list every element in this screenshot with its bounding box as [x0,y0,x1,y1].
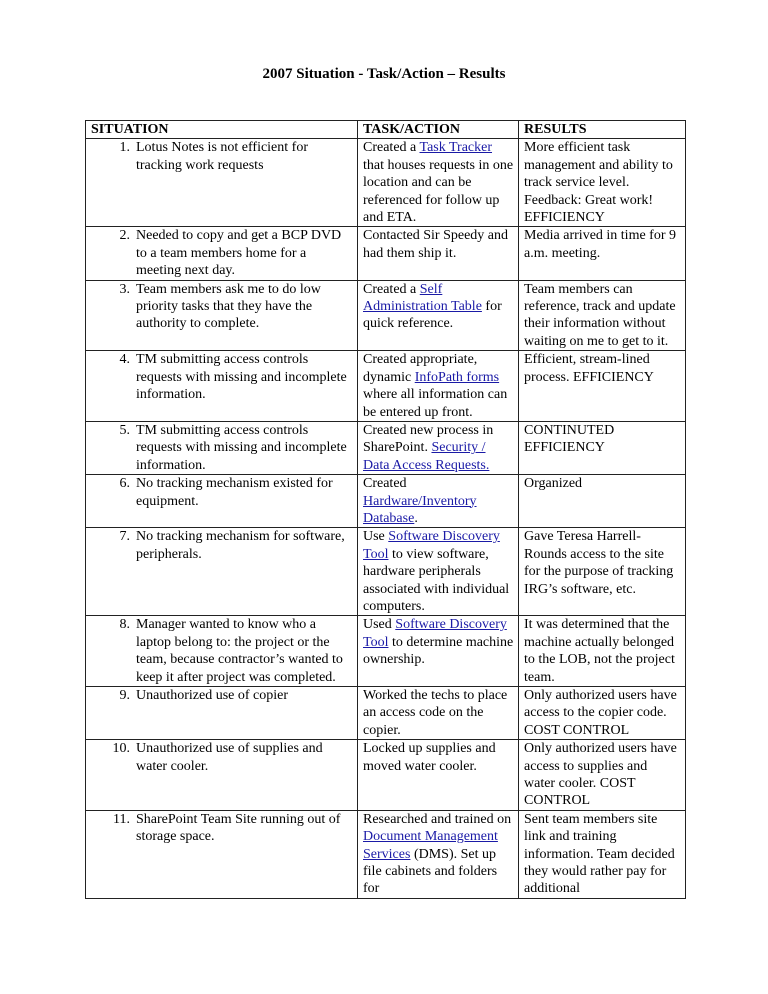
situation-text: Needed to copy and get a BCP DVD to a team members home for a meeting next day. [136,228,342,279]
situation-text: Unauthorized use of supplies and water cooler. [136,741,323,774]
row-number: 1. [119,140,130,156]
table-row [86,810,686,898]
task-text: Use [363,529,389,545]
task-text: Created a [363,281,420,297]
situation-text: Team members ask me to do low priority tasks that they have the authority to complete. [136,281,321,332]
row-number: 6. [119,476,130,492]
table-row [86,139,686,227]
row-number: 7. [119,529,130,545]
task-text: Contacted Sir Speedy and had them ship it. [363,228,509,261]
situation-cell [86,227,358,280]
task-text: that houses requests in one location and can be referenced for follow up and ETA. [363,157,514,226]
results-cell: CONTINUTED EFFICIENCY [519,421,686,474]
task-link[interactable]: Software Discovery Tool [363,617,507,650]
results-cell: Organized [519,475,686,528]
results-cell: More efficient task management and ability to track service level. Feedback: Great work! EFFICIENCY [519,139,686,227]
task-text: Used [363,617,396,633]
task-text: . [414,510,418,526]
situation-cell [86,687,358,740]
situation-text: Lotus Notes is not efficient for tracking work requests [136,140,308,173]
task-action-cell [358,740,519,811]
task-action-cell [358,421,519,474]
task-action-cell [358,227,519,280]
table-row [86,351,686,422]
task-action-cell [358,810,519,898]
results-cell: Gave Teresa Harrell-Rounds access to the site for the purpose of tracking IRG’s software, etc. [519,528,686,616]
results-cell: Sent team members site link and training information. Team decided they would rather pay for additional [519,810,686,898]
task-text: for quick reference. [363,299,502,332]
results-table [85,120,686,899]
task-text: where all information can be entered up front. [363,387,508,420]
situation-cell [86,421,358,474]
page-title: 2007 Situation - Task/Action – Results [262,66,506,82]
task-text: Created [363,476,407,492]
results-cell: Only authorized users have access to supplies and water cooler. COST CONTROL [519,740,686,811]
header-task-action: TASK/ACTION [358,121,519,139]
task-action-cell [358,475,519,528]
task-link[interactable]: Document Management Services [363,829,498,862]
situation-cell [86,810,358,898]
table-header-row [86,121,686,139]
row-number: 9. [119,688,130,703]
situation-cell [86,139,358,227]
task-link[interactable]: Self Administration Table [363,281,482,315]
row-number: 10. [112,741,130,757]
task-text: Created appropriate, dynamic [363,352,478,385]
task-link[interactable]: InfoPath forms [414,369,500,385]
table-row [86,687,686,740]
task-link[interactable]: Task Tracker [419,140,493,156]
row-number: 3. [119,281,130,297]
row-number: 4. [119,352,130,368]
table-row [86,528,686,616]
task-text: to determine machine ownership. [363,634,514,668]
situation-text: Unauthorized use of copier [136,688,288,703]
task-link[interactable]: Software Discovery Tool [363,529,500,562]
results-cell: Only authorized users have access to the copier code. COST CONTROL [519,687,686,740]
task-action-cell [358,351,519,422]
situation-text: TM submitting access controls requests with missing and incomplete information. [136,422,347,473]
task-link[interactable]: Security / Data Access Requests. [363,440,490,473]
situation-cell [86,528,358,616]
task-text: Worked the techs to place an access code on the copier. [363,688,508,738]
table-row [86,740,686,811]
results-cell: Efficient, stream-lined process. EFFICIENCY [519,351,686,422]
situation-text: No tracking mechanism existed for equipment. [136,476,333,509]
task-text: Locked up supplies and moved water cooler. [363,741,496,774]
situation-cell [86,740,358,811]
table-row [86,280,686,351]
row-number: 5. [119,422,130,438]
situation-text: No tracking mechanism for software, peripherals. [136,529,345,562]
situation-cell [86,616,358,687]
situation-cell [86,475,358,528]
task-action-cell [358,616,519,687]
situation-text: TM submitting access controls requests with missing and incomplete information. [136,352,347,403]
row-number: 11. [113,811,130,827]
row-number: 2. [119,228,130,244]
table-row [86,475,686,528]
table-row [86,616,686,687]
task-text: to view software, hardware peripherals associated with individual computers. [363,546,510,614]
task-text: Created new process in SharePoint. [363,422,494,456]
results-cell: It was determined that the machine actually belonged to the LOB, not the project team. [519,616,686,687]
task-action-cell [358,687,519,740]
situation-text: Manager wanted to know who a laptop belong to: the project or the team, because contractor’s wanted to keep it after project was completed. [136,617,343,685]
results-cell: Team members can reference, track and update their information without waiting on me to get to it. [519,280,686,351]
task-action-cell [358,280,519,351]
table-body [86,139,686,898]
task-link[interactable]: Hardware/Inventory Database [363,493,477,526]
task-action-cell [358,139,519,227]
task-text: Researched and trained on [363,811,512,827]
task-text: Created a [363,140,420,156]
situation-cell [86,351,358,422]
results-cell: Media arrived in time for 9 a.m. meeting. [519,227,686,280]
header-situation: SITUATION [86,121,358,139]
situation-text: SharePoint Team Site running out of storage space. [136,811,341,845]
situation-cell [86,280,358,351]
table-row [86,421,686,474]
header-results: RESULTS [519,121,686,139]
task-text: (DMS). Set up file cabinets and folders for [363,846,498,897]
task-action-cell [358,528,519,616]
table-row [86,227,686,280]
row-number: 8. [119,617,130,633]
